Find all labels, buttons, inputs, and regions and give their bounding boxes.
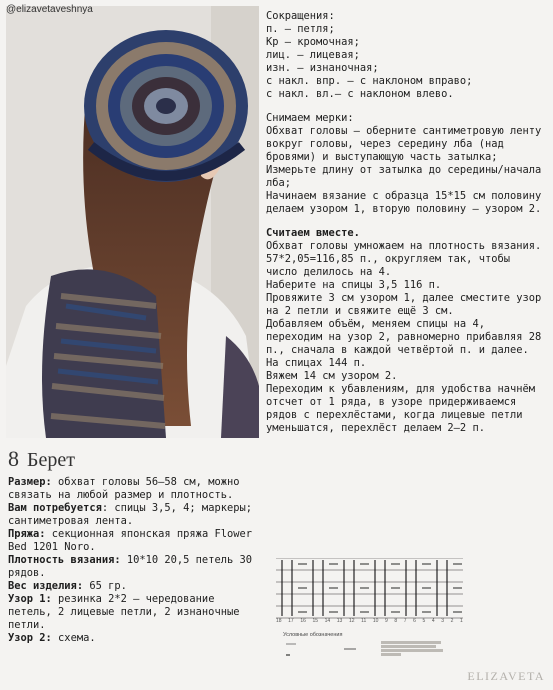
- calc-line: Наберите на спицы 3,5 116 п.: [266, 279, 442, 291]
- spec-tools: Вам потребуется: спицы 3,5, 4; маркеры; сантиметровая лента.: [8, 502, 252, 527]
- chart-legend-title: Условные обозначения: [283, 632, 343, 638]
- calc-heading: Считаем вместе.: [266, 227, 360, 239]
- abbrev-line: Сокращения:: [266, 10, 335, 22]
- chart-legend-notes: [381, 640, 453, 657]
- calc-line: Добавляем объём, меняем спицы на 4, переходим на узор 2, равномерно прибавляя 28 п., сначала в каждой четвёртой п. и далее.: [266, 318, 542, 356]
- abbrev-line: изн. – изнаночная;: [266, 62, 379, 74]
- brand-watermark: ELIZAVETA: [467, 669, 545, 683]
- measure-line: Начинаем вязание с образца 15*15 см половину делаем узором 1, вторую половину – узором 2.: [266, 190, 542, 215]
- measure-line: Обхват головы – оберните сантиметровую ленту вокруг головы, через середину лба (над бровями) и выступающую часть затылка;: [266, 125, 542, 163]
- knitting-chart: [276, 558, 463, 624]
- spec-pattern1: Узор 1: резинка 2*2 – чередование петель, 2 лицевые петли, 2 изнаночные петли.: [8, 593, 240, 631]
- hat-photo: [6, 6, 259, 438]
- spec-pattern2: Узор 2: схема.: [8, 632, 96, 644]
- chart-legend-symbols: [286, 641, 356, 665]
- calc-line: Вяжем 14 см узором 2.: [266, 370, 398, 382]
- calc-line: Переходим к убавлениям, для удобства начнём отсчет от 1 ряда, в узоре придерживаемся рядов с перехлёстами, когда лицевые петли уменьшатся, перехлёст делаем 2–2 п.: [266, 383, 535, 434]
- chart-column-numbers: 18 17 16 15 14 13 12 11 10 9 8 7 6 5 4 3 2 1: [276, 618, 463, 624]
- abbrev-line: с накл. вл.– с наклоном влево.: [266, 88, 454, 100]
- abbrev-line: с накл. впр. – с наклоном вправо;: [266, 75, 473, 87]
- pattern-number: 8: [8, 446, 19, 471]
- instructions-column: [266, 10, 546, 435]
- measure-heading: Снимаем мерки:: [266, 112, 354, 124]
- calc-line: На спицах 144 п.: [266, 357, 367, 369]
- abbrev-line: Кр – кромочная;: [266, 36, 360, 48]
- calc-line: 57*2,05=116,85 п., округляем так, чтобы число делилось на 4.: [266, 253, 510, 278]
- abbrev-line: лиц. – лицевая;: [266, 49, 360, 61]
- model-photo-illustration: [6, 6, 259, 438]
- calc-line: Провяжите 3 см узором 1, далее сместите узор на 2 петли и свяжите ещё 3 см.: [266, 292, 542, 317]
- pattern-name: Берет: [27, 449, 75, 471]
- calc-line: Обхват головы умножаем на плотность вязания.: [266, 240, 542, 252]
- spec-size: Размер: обхват головы 56–58 см, можно связать на любой размер и плотность.: [8, 476, 240, 501]
- pattern-title: [8, 446, 260, 472]
- spec-weight: Вес изделия: 65 гр.: [8, 580, 127, 592]
- measure-line: Измерьте длину от затылка до середины/начала лба;: [266, 164, 542, 189]
- abbrev-line: п. – петля;: [266, 23, 335, 35]
- spec-yarn: Пряжа: секционная японская пряжа Flower Bed 1201 Noro.: [8, 528, 252, 553]
- author-handle: @elizavetaveshnya: [6, 4, 93, 15]
- spec-gauge: Плотность вязания: 10*10 20,5 петель 30 рядов.: [8, 554, 252, 579]
- specs-column: [8, 446, 260, 645]
